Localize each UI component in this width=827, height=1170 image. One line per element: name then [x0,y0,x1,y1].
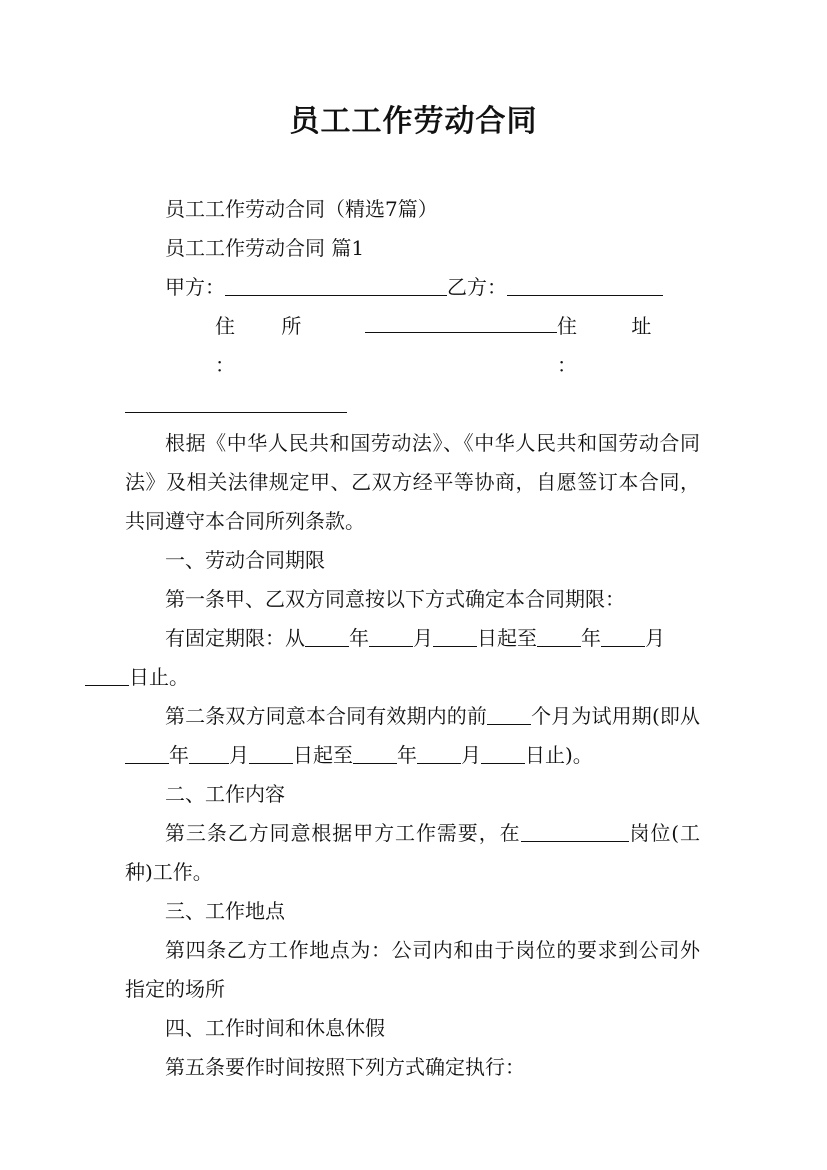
month-label: 月 [413,626,433,650]
article-2-mid: 个月为试用期(即从 [531,704,700,728]
probation-start-day-blank [249,743,293,764]
article-2 [125,697,700,775]
section-3-heading: 三、工作地点 [165,899,285,923]
probation-start-year-blank [125,743,169,764]
party-a-blank [225,275,447,296]
year-label: 年 [349,626,369,650]
start-month-blank [369,626,413,647]
month-label: 月 [645,626,665,650]
start-year-blank [305,626,349,647]
chapter-heading: 员工工作劳动合同 篇1 [165,236,365,260]
probation-months-blank [487,704,531,725]
probation-start-month-blank [189,743,229,764]
address-blank [125,392,347,413]
document-title: 员工工作劳动合同 [289,104,538,139]
year-label: 年 [397,743,417,767]
section-2-heading: 二、工作内容 [165,782,285,806]
day-end-paren-label: 日止)。 [525,743,593,767]
day-from-to-label: 日起至 [293,743,353,767]
probation-end-day-blank [481,743,525,764]
end-day-blank [85,665,129,686]
article-1: 第一条甲、乙双方同意按以下方式确定本合同期限： [165,587,625,611]
residence-label: 住 所 ： [215,314,322,377]
section-1-heading: 一、劳动合同期限 [165,548,325,572]
end-year-blank [537,626,581,647]
party-b-label: 乙方： [447,275,507,299]
article-5: 第五条要作时间按照下列方式确定执行： [165,1055,525,1079]
probation-end-month-blank [417,743,461,764]
parties-line [125,268,700,307]
subtitle: 员工工作劳动合同（精选7篇） [165,197,438,221]
residence-blank [365,312,557,333]
fixed-term [125,619,700,697]
article-3-suffix: 岗位(工种)工作。 [125,821,701,884]
article-2-prefix: 第二条双方同意本合同有效期内的前 [165,704,488,728]
document-body [125,190,700,1087]
start-day-blank [433,626,477,647]
position-blank [521,821,629,842]
day-from-to-label: 日起至 [477,626,537,650]
month-label: 月 [461,743,481,767]
article-4: 第四条乙方工作地点为：公司内和由于岗位的要求到公司外指定的场所 [125,938,700,1001]
preamble: 根据《中华人民共和国劳动法》、《中华人民共和国劳动合同法》及相关法律规定甲、乙双方经平等协商，自愿签订本合同，共同遵守本合同所列条款。 [125,431,700,533]
year-label: 年 [581,626,601,650]
probation-end-year-blank [353,743,397,764]
month-label: 月 [229,743,249,767]
address-label: 住 址 ： [557,314,676,377]
party-a-label: 甲方： [165,275,225,299]
end-month-blank [601,626,645,647]
article-3-prefix: 第三条乙方同意根据甲方工作需要，在 [165,821,521,845]
section-4-heading: 四、工作时间和休息休假 [165,1016,385,1040]
day-end-label: 日止。 [129,665,189,689]
party-b-blank [507,275,663,296]
address-blank-line [125,385,700,424]
address-line [125,307,700,385]
year-label: 年 [169,743,189,767]
article-3 [125,814,700,892]
fixed-term-prefix: 有固定期限：从 [165,626,305,650]
